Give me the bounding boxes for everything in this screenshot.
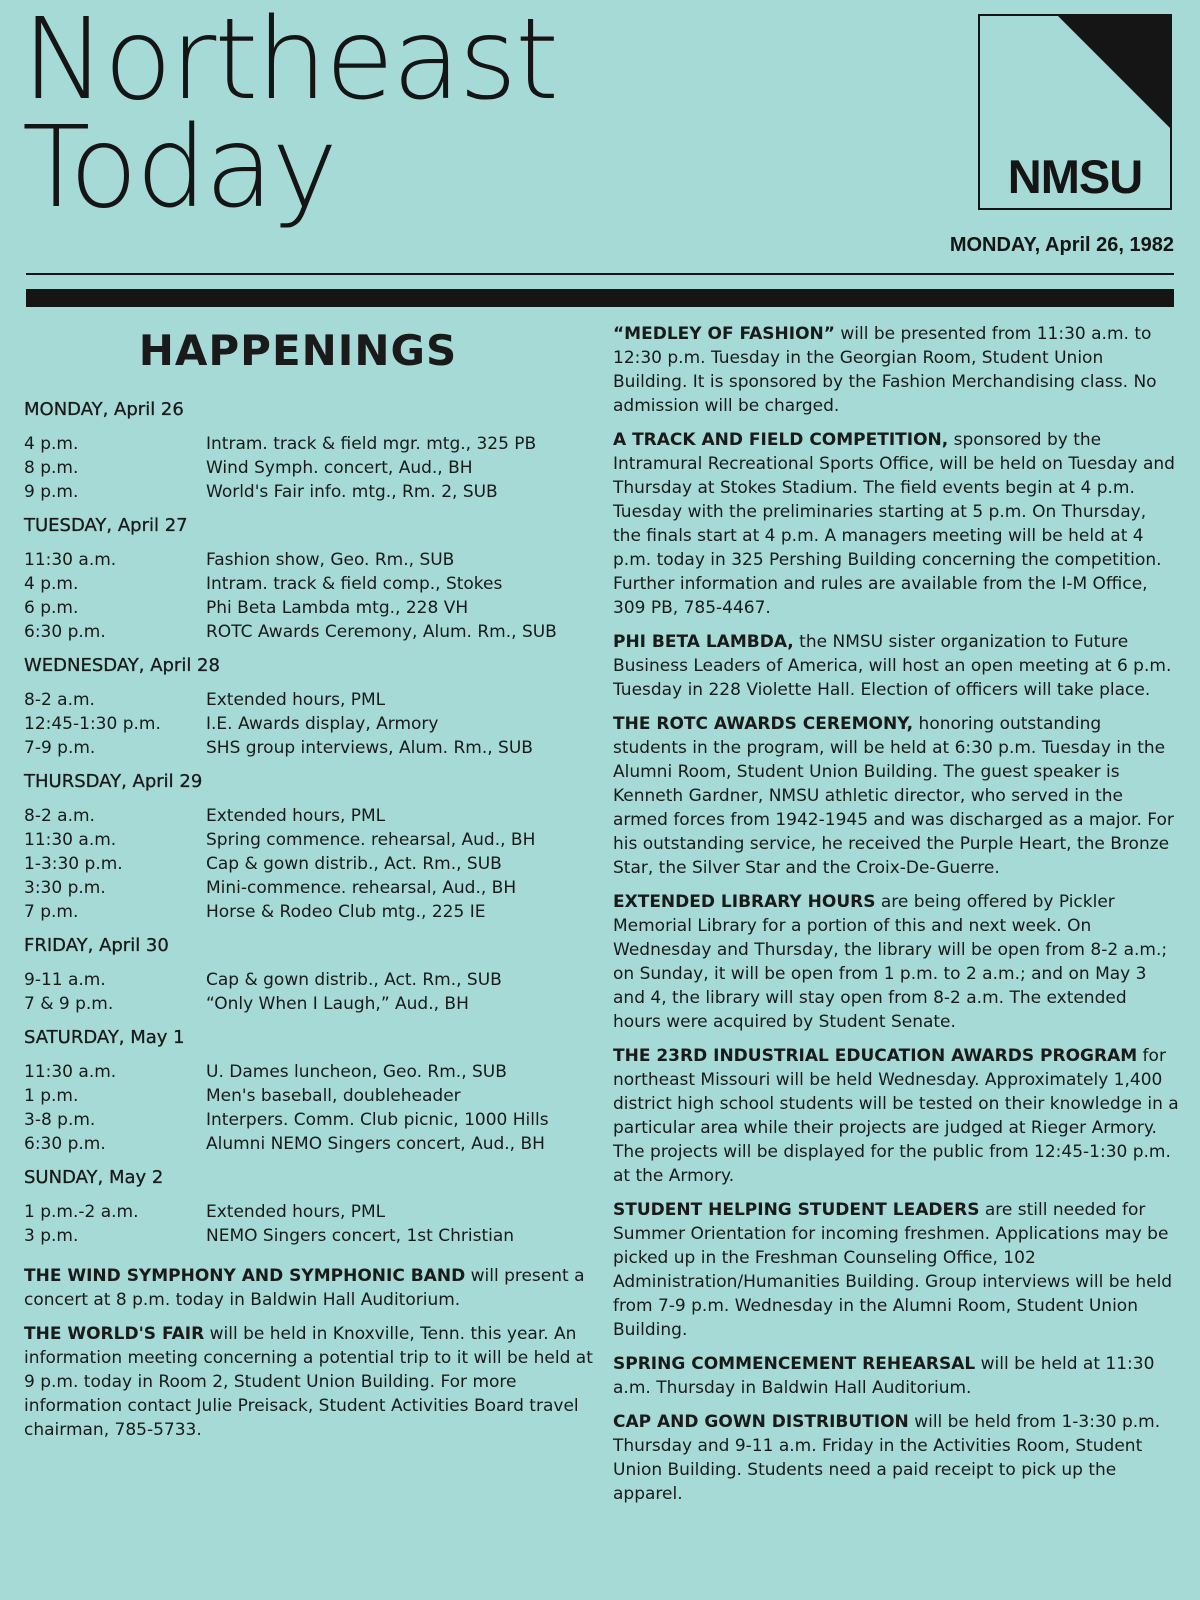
left-column: [24, 320, 596, 1452]
event-description: ROTC Awards Ceremony, Alum. Rm., SUB: [206, 622, 557, 642]
event-time: 11:30 a.m.: [24, 550, 117, 570]
article-lead: THE 23RD INDUSTRIAL EDUCATION AWARDS PROGRAM: [613, 1046, 1138, 1066]
event-time: 7-9 p.m.: [24, 738, 96, 758]
article-paragraph: [24, 1322, 596, 1442]
event-time: 8-2 a.m.: [24, 690, 95, 710]
issue-date: MONDAY, April 26, 1982: [949, 234, 1174, 256]
event-description: Cap & gown distrib., Act. Rm., SUB: [206, 854, 502, 874]
event-description: Extended hours, PML: [206, 1202, 386, 1222]
event-time: 11:30 a.m.: [24, 1062, 117, 1082]
article-paragraph: [613, 1044, 1179, 1188]
event-time: 8 p.m.: [24, 458, 79, 478]
event-time: 1 p.m.-2 a.m.: [24, 1202, 139, 1222]
article-lead: THE WORLD'S FAIR: [24, 1324, 205, 1344]
logo-triangle-icon: [1058, 16, 1170, 128]
article-paragraph: [613, 630, 1179, 702]
nmsu-logo: [978, 14, 1172, 210]
day-block: [24, 1026, 596, 1156]
event-description: World's Fair info. mtg., Rm. 2, SUB: [206, 482, 498, 502]
event-time: 4 p.m.: [24, 434, 79, 454]
article-paragraph: [613, 1352, 1179, 1400]
event-row: [24, 620, 596, 644]
article-body: will be held from 1-3:30 p.m. Thursday and 9-11 a.m. Friday in the Activities Room, Student Union Building. Students need a paid receipt to pick up the apparel.: [613, 1412, 1161, 1504]
event-time: 6:30 p.m.: [24, 1134, 106, 1154]
event-description: Fashion show, Geo. Rm., SUB: [206, 550, 455, 570]
article-lead: “MEDLEY OF FASHION”: [613, 324, 835, 344]
event-time: 3:30 p.m.: [24, 878, 106, 898]
event-description: Spring commence. rehearsal, Aud., BH: [206, 830, 536, 850]
article-lead: THE WIND SYMPHONY AND SYMPHONIC BAND: [24, 1266, 466, 1286]
event-description: Cap & gown distrib., Act. Rm., SUB: [206, 970, 502, 990]
event-row: [24, 688, 596, 712]
article-lead: EXTENDED LIBRARY HOURS: [613, 892, 876, 912]
article-lead: CAP AND GOWN DISTRIBUTION: [613, 1412, 909, 1432]
event-time: 11:30 a.m.: [24, 830, 117, 850]
event-list: [24, 968, 596, 1016]
article-lead: THE ROTC AWARDS CEREMONY,: [613, 714, 914, 734]
event-time: 9-11 a.m.: [24, 970, 106, 990]
event-row: [24, 992, 596, 1016]
article-body: sponsored by the Intramural Recreational Sports Office, will be held on Tuesday and Thursday at Stokes Stadium. The field events begin at 4 p.m. Tuesday with the preliminaries starting at 5 p.m. On Thursday, the finals start at 4 p.m. A managers meeting will be held at 4 p.m. today in 325 Pershing Building concerning the competition. Further information and rules are available from the I-M Office, 309 PB, 785-4467.: [613, 430, 1175, 618]
event-time: 6 p.m.: [24, 598, 79, 618]
day-heading: FRIDAY, April 30: [24, 935, 169, 956]
event-description: Mini-commence. rehearsal, Aud., BH: [206, 878, 517, 898]
article-body: for northeast Missouri will be held Wednesday. Approximately 1,400 district high school students will be tested on their knowledge in a particular area while their projects are judged at Rieger Armory. The projects will be displayed for the public from 12:45-1:30 p.m. at the Armory.: [613, 1046, 1179, 1186]
article-body: will be held in Knoxville, Tenn. this year. An information meeting concerning a potential trip to it will be held at 9 p.m. today in Room 2, Student Union Building. For more information contact Julie Preisack, Student Activities Board travel chairman, 785-5733.: [24, 1324, 593, 1440]
event-description: Horse & Rodeo Club mtg., 225 IE: [206, 902, 486, 922]
event-description: Wind Symph. concert, Aud., BH: [206, 458, 473, 478]
event-row: [24, 712, 596, 736]
article-paragraph: [613, 322, 1179, 418]
article-body: will present a concert at 8 p.m. today in Baldwin Hall Auditorium.: [24, 1266, 585, 1310]
event-time: 1 p.m.: [24, 1086, 79, 1106]
right-column: [613, 322, 1179, 1516]
event-description: Extended hours, PML: [206, 806, 386, 826]
happenings-schedule: [24, 398, 596, 1248]
event-row: [24, 852, 596, 876]
masthead-title: [22, 0, 558, 233]
day-heading: MONDAY, April 26: [24, 399, 184, 420]
event-time: 7 & 9 p.m.: [24, 994, 114, 1014]
article-body: the NMSU sister organization to Future Business Leaders of America, will host an open meeting at 6 p.m. Tuesday in 228 Violette Hall. Election of officers will take place.: [613, 632, 1172, 700]
article-body: honoring outstanding students in the program, will be held at 6:30 p.m. Tuesday in the Alumni Room, Student Union Building. The guest speaker is Kenneth Gardner, NMSU athletic director, who served in the armed forces from 1942-1945 and was discharged as a major. For his outstanding service, he received the Purple Heart, the Bronze Star, the Silver Star and the Croix-De-Guerre.: [613, 714, 1174, 878]
article-paragraph: [613, 428, 1179, 620]
event-list: [24, 548, 596, 644]
event-row: [24, 968, 596, 992]
event-list: [24, 432, 596, 504]
event-row: [24, 1060, 596, 1084]
masthead-title-line1: Northeast: [22, 0, 558, 125]
event-row: [24, 1108, 596, 1132]
event-time: 6:30 p.m.: [24, 622, 106, 642]
event-description: Extended hours, PML: [206, 690, 386, 710]
day-block: [24, 934, 596, 1016]
article-paragraph: [24, 1264, 596, 1312]
event-description: Phi Beta Lambda mtg., 228 VH: [206, 598, 469, 618]
event-description: Intram. track & field mgr. mtg., 325 PB: [206, 434, 537, 454]
article-body: are being offered by Pickler Memorial Library for a portion of this and next week. On Wednesday and Thursday, the library will be open from 8-2 a.m.; on Sunday, it will be open from 1 p.m. to 2 a.m.; and on May 3 and 4, the library will stay open from 8-2 a.m. The extended hours were acquired by Student Senate.: [613, 892, 1168, 1032]
event-row: [24, 736, 596, 760]
left-articles: [24, 1264, 596, 1442]
event-row: [24, 596, 596, 620]
header-rule-thick: [26, 289, 1174, 307]
article-lead: A TRACK AND FIELD COMPETITION,: [613, 430, 949, 450]
event-row: [24, 1084, 596, 1108]
logo-text: NMSU: [1007, 150, 1143, 203]
event-row: [24, 876, 596, 900]
event-row: [24, 1132, 596, 1156]
event-description: U. Dames luncheon, Geo. Rm., SUB: [206, 1062, 507, 1082]
event-description: Men's baseball, doubleheader: [206, 1086, 461, 1106]
article-paragraph: [613, 712, 1179, 880]
article-body: will be presented from 11:30 a.m. to 12:30 p.m. Tuesday in the Georgian Room, Student Union Building. It is sponsored by the Fashion Merchandising class. No admission will be charged.: [613, 324, 1157, 416]
day-block: [24, 514, 596, 644]
day-heading: WEDNESDAY, April 28: [24, 655, 220, 676]
event-row: [24, 1200, 596, 1224]
event-row: [24, 828, 596, 852]
article-lead: SPRING COMMENCEMENT REHEARSAL: [613, 1354, 976, 1374]
day-block: [24, 1166, 596, 1248]
event-time: 3 p.m.: [24, 1226, 79, 1246]
event-time: 9 p.m.: [24, 482, 79, 502]
event-description: I.E. Awards display, Armory: [206, 714, 439, 734]
event-time: 3-8 p.m.: [24, 1110, 96, 1130]
header-rule-thin: [26, 273, 1174, 275]
event-list: [24, 1060, 596, 1156]
event-description: Alumni NEMO Singers concert, Aud., BH: [206, 1134, 545, 1154]
event-list: [24, 804, 596, 924]
day-block: [24, 654, 596, 760]
day-block: [24, 770, 596, 924]
event-time: 12:45-1:30 p.m.: [24, 714, 161, 734]
event-row: [24, 432, 596, 456]
event-description: NEMO Singers concert, 1st Christian: [206, 1226, 515, 1246]
day-heading: TUESDAY, April 27: [24, 515, 188, 536]
article-body: are still needed for Summer Orientation for incoming freshmen. Applications may be picked up in the Freshman Counseling Office, 102 Administration/Humanities Building. Group interviews will be held from 7-9 p.m. Wednesday in the Alumni Room, Student Union Building.: [613, 1200, 1173, 1340]
event-list: [24, 688, 596, 760]
event-list: [24, 1200, 596, 1248]
masthead-title-line2: Today: [22, 103, 336, 233]
day-heading: SUNDAY, May 2: [24, 1167, 164, 1188]
event-description: Interpers. Comm. Club picnic, 1000 Hills: [206, 1110, 549, 1130]
event-row: [24, 548, 596, 572]
happenings-title: HAPPENINGS: [138, 326, 458, 375]
event-description: “Only When I Laugh,” Aud., BH: [206, 994, 469, 1014]
day-heading: SATURDAY, May 1: [24, 1027, 185, 1048]
article-paragraph: [613, 1410, 1179, 1506]
article-lead: PHI BETA LAMBDA,: [613, 632, 794, 652]
event-time: 7 p.m.: [24, 902, 79, 922]
event-description: Intram. track & field comp., Stokes: [206, 574, 503, 594]
article-paragraph: [613, 890, 1179, 1034]
event-row: [24, 900, 596, 924]
event-time: 4 p.m.: [24, 574, 79, 594]
event-time: 8-2 a.m.: [24, 806, 95, 826]
day-block: [24, 398, 596, 504]
article-lead: STUDENT HELPING STUDENT LEADERS: [613, 1200, 980, 1220]
day-heading: THURSDAY, April 29: [24, 771, 203, 792]
article-paragraph: [613, 1198, 1179, 1342]
event-description: SHS group interviews, Alum. Rm., SUB: [206, 738, 533, 758]
event-row: [24, 804, 596, 828]
event-time: 1-3:30 p.m.: [24, 854, 123, 874]
event-row: [24, 480, 596, 504]
article-body: will be held at 11:30 a.m. Thursday in Baldwin Hall Auditorium.: [613, 1354, 1155, 1398]
event-row: [24, 1224, 596, 1248]
event-row: [24, 456, 596, 480]
event-row: [24, 572, 596, 596]
